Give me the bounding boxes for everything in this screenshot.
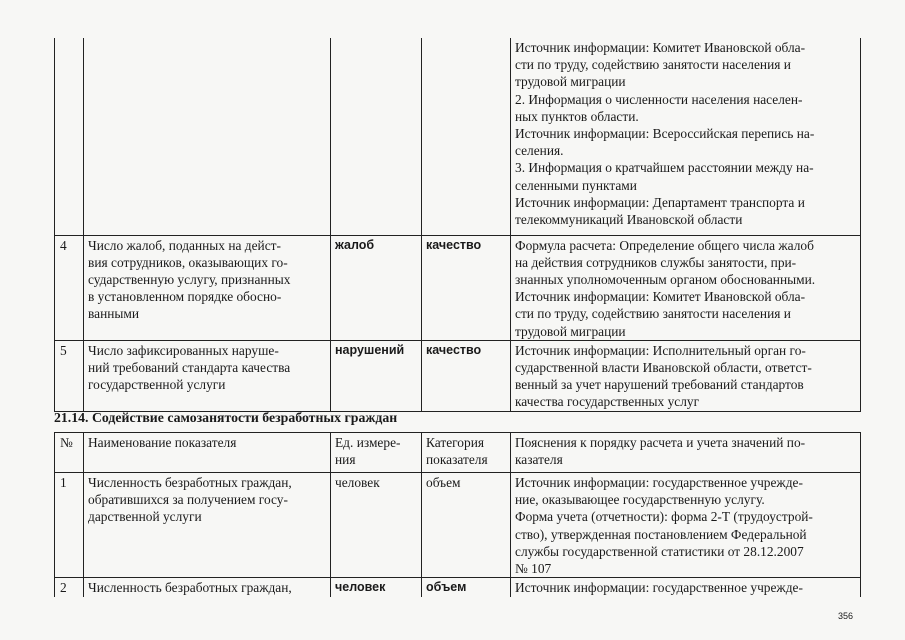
text-line: ние, оказывающее государственную услугу. (515, 492, 765, 508)
text-line: вия сотрудников, оказывающих го- (88, 254, 288, 270)
text-line: Число зафиксированных наруше- (88, 342, 279, 358)
row-number: 2 (55, 578, 84, 597)
text-line: показателя (426, 452, 488, 468)
header-category (422, 433, 511, 473)
text-line: № 107 (515, 561, 552, 577)
row-number (55, 38, 84, 235)
text-line: Источник информации: Комитет Ивановской обла- (515, 289, 806, 305)
text-line: знанных уполномоченным органом обоснованными. (515, 271, 816, 287)
text-line: качества государственных услуг (515, 394, 700, 410)
explanation-cell (511, 235, 861, 340)
unit-cell: нарушений (331, 340, 422, 411)
text-line: венный за учет нарушений требований стандартов (515, 377, 804, 393)
header-name: Наименование показателя (84, 433, 331, 473)
row-number: 5 (55, 340, 84, 411)
text-line: телекоммуникаций Ивановской области (515, 212, 743, 228)
text-line: на действия сотрудников службы занятости, при- (515, 254, 797, 270)
text-line: государственной услуги (88, 377, 226, 393)
table-row (55, 473, 861, 578)
text-line: трудовой миграции (515, 323, 626, 339)
text-line: сти по труду, содействию занятости населения и (515, 57, 791, 73)
category-cell: объем (422, 473, 511, 578)
row-number: 4 (55, 235, 84, 340)
text-line: ний требований стандарта качества (88, 359, 291, 375)
text-line: Численность безработных граждан, (88, 475, 292, 490)
text-line: 2. Информация о численности населения населен- (515, 91, 803, 107)
indicators-table-continued (54, 38, 861, 412)
text-line: ство), утвержденная постановлением Федеральной (515, 526, 807, 542)
text-line: Источник информации: Комитет Ивановской обла- (515, 40, 806, 55)
header-unit (331, 433, 422, 473)
unit-cell (331, 38, 422, 235)
text-line: Численность безработных граждан, (88, 580, 292, 596)
indicator-name (84, 578, 331, 597)
text-line: трудовой миграции (515, 74, 626, 90)
text-line: дарственной услуги (88, 509, 202, 525)
text-line: ных пунктов области. (515, 108, 639, 124)
header-number: № (55, 433, 84, 473)
text-line: Ед. измере- (335, 435, 401, 450)
indicator-name (84, 340, 331, 411)
text-line: Форма учета (отчетности): форма 2-Т (трудоустрой- (515, 509, 813, 525)
table-header-row (55, 433, 861, 473)
unit-cell: человек (331, 578, 422, 597)
self-employment-indicators-table (54, 432, 861, 597)
text-line: Источник информации: государственное учрежде- (515, 475, 803, 490)
text-line: обратившихся за получением госу- (88, 492, 288, 508)
section-heading: 21.14. Содействие самозанятости безработных граждан (54, 410, 398, 425)
explanation-cell (511, 38, 861, 235)
text-line: 3. Информация о кратчайшем расстоянии между на- (515, 160, 814, 176)
explanation-cell (511, 578, 861, 597)
text-line: Источник информации: государственное учрежде- (515, 580, 803, 596)
text-line: Источник информации: Исполнительный орган го- (515, 342, 806, 358)
category-cell: качество (422, 340, 511, 411)
category-cell: качество (422, 235, 511, 340)
explanation-cell (511, 473, 861, 578)
text-line: селения. (515, 143, 564, 159)
text-line: в установленном порядке обосно- (88, 289, 282, 305)
text-line: селенными пунктами (515, 177, 637, 193)
text-line: Категория (426, 435, 485, 450)
unit-cell: жалоб (331, 235, 422, 340)
page-number: 356 (838, 611, 854, 621)
text-line: Число жалоб, поданных на дейст- (88, 237, 281, 253)
text-line: ния (335, 452, 356, 468)
explanation-cell (511, 340, 861, 411)
text-line: Источник информации: Департамент транспорта и (515, 194, 805, 210)
indicator-name (84, 473, 331, 578)
text-line: сударственной власти Ивановской области, ответст- (515, 359, 812, 375)
table-row (55, 235, 861, 340)
table-row (55, 578, 861, 597)
text-line: Источник информации: Всероссийская перепись на- (515, 126, 815, 142)
indicator-name (84, 38, 331, 235)
text-line: службы государственной статистики от 28.12.2007 (515, 543, 804, 559)
text-line: сти по труду, содействию занятости населения и (515, 306, 791, 322)
text-line: Пояснения к порядку расчета и учета значений по- (515, 435, 806, 450)
text-line: Формула расчета: Определение общего числа жалоб (515, 237, 814, 253)
category-cell: объем (422, 578, 511, 597)
category-cell (422, 38, 511, 235)
header-explanation (511, 433, 861, 473)
table-row (55, 340, 861, 411)
text-line: сударственную услугу, признанных (88, 271, 291, 287)
indicator-name (84, 235, 331, 340)
table-row (55, 38, 861, 235)
text-line: ванными (88, 306, 140, 322)
unit-cell: человек (331, 473, 422, 578)
text-line: казателя (515, 452, 563, 468)
row-number: 1 (55, 473, 84, 578)
